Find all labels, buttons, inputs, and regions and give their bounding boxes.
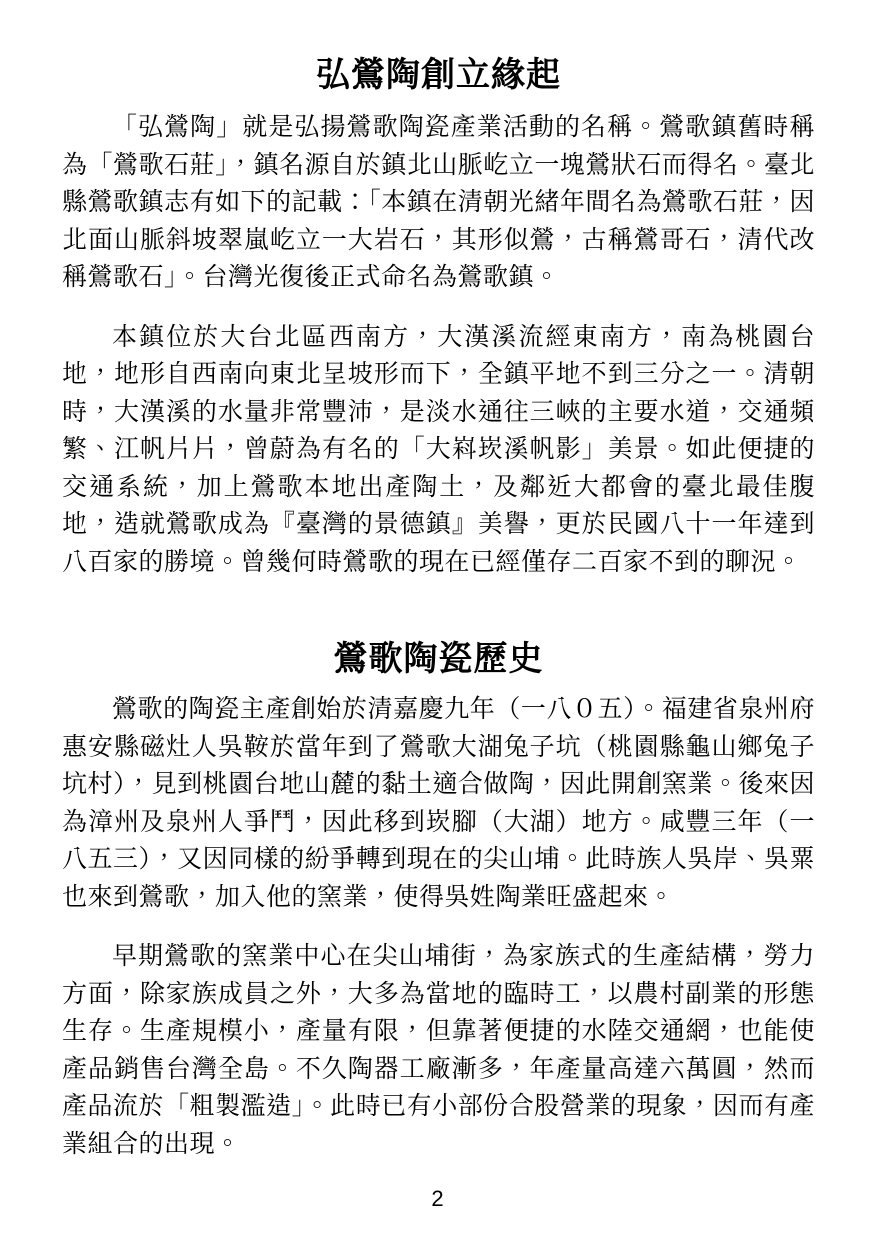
section-ceramics-history xyxy=(62,636,815,1162)
section-founding-origin xyxy=(62,52,815,580)
paragraph-history-1: 鶯歌的陶瓷主產創始於清嘉慶九年（一八０五）。福建省泉州府惠安縣磁灶人吳鞍於當年到了鶯歌大湖兔子坑（桃園縣龜山鄉兔子坑村），見到桃園台地山麓的黏土適合做陶，因此開創窯業。後來因為漳州及泉州人爭鬥，因此移到崁腳（大湖）地方。咸豐三年（一八五三），又因同樣的紛爭轉到現在的尖山埔。此時族人吳岸、吳粟也來到鶯歌，加入他的窯業，使得吳姓陶業旺盛起來。 xyxy=(62,694,815,911)
section-heading-founding-origin: 弘鶯陶創立緣起 xyxy=(316,55,561,95)
page-footer xyxy=(0,1186,875,1212)
page-number: 2 xyxy=(431,1186,444,1211)
paragraph-history-2: 早期鶯歌的窯業中心在尖山埔街，為家族式的生產結構，勞力方面，除家族成員之外，大多為當地的臨時工，以農村副業的形態生存。生產規模小，產量有限，但靠著便捷的水陸交通網，也能使產品銷售台灣全島。不久陶器工廠漸多，年產量高達六萬圓，然而產品流於「粗製濫造」。此時已有小部份合股營業的現象，因而有產業組合的出現。 xyxy=(62,941,815,1158)
section-heading-ceramics-history: 鶯歌陶瓷歷史 xyxy=(333,639,544,679)
paragraph-founding-1: 「弘鶯陶」就是弘揚鶯歌陶瓷產業活動的名稱。鶯歌鎮舊時稱為「鶯歌石莊」，鎮名源自於鎮北山脈屹立一塊鶯狀石而得名。臺北縣鶯歌鎮志有如下的記載：「本鎮在清朝光緒年間名為鶯歌石莊，因北面山脈斜坡翠嵐屹立一大岩石，其形似鶯，古稱鶯哥石，清代改稱鶯歌石」。台灣光復後正式命名為鶯歌鎮。 xyxy=(62,112,815,291)
paragraph-founding-2: 本鎮位於大台北區西南方，大漢溪流經東南方，南為桃園台地，地形自西南向東北呈坡形而下，全鎮平地不到三分之一。清朝時，大漢溪的水量非常豐沛，是淡水通往三峽的主要水道，交通頻繁、江帆片片，曾蔚為有名的「大嵙崁溪帆影」美景。如此便捷的交通系統，加上鶯歌本地出產陶土，及鄰近大都會的臺北最佳腹地，造就鶯歌成為『臺灣的景德鎮』美譽，更於民國八十一年達到八百家的勝境。曾幾何時鶯歌的現在已經僅存二百家不到的聊況。 xyxy=(62,321,815,576)
